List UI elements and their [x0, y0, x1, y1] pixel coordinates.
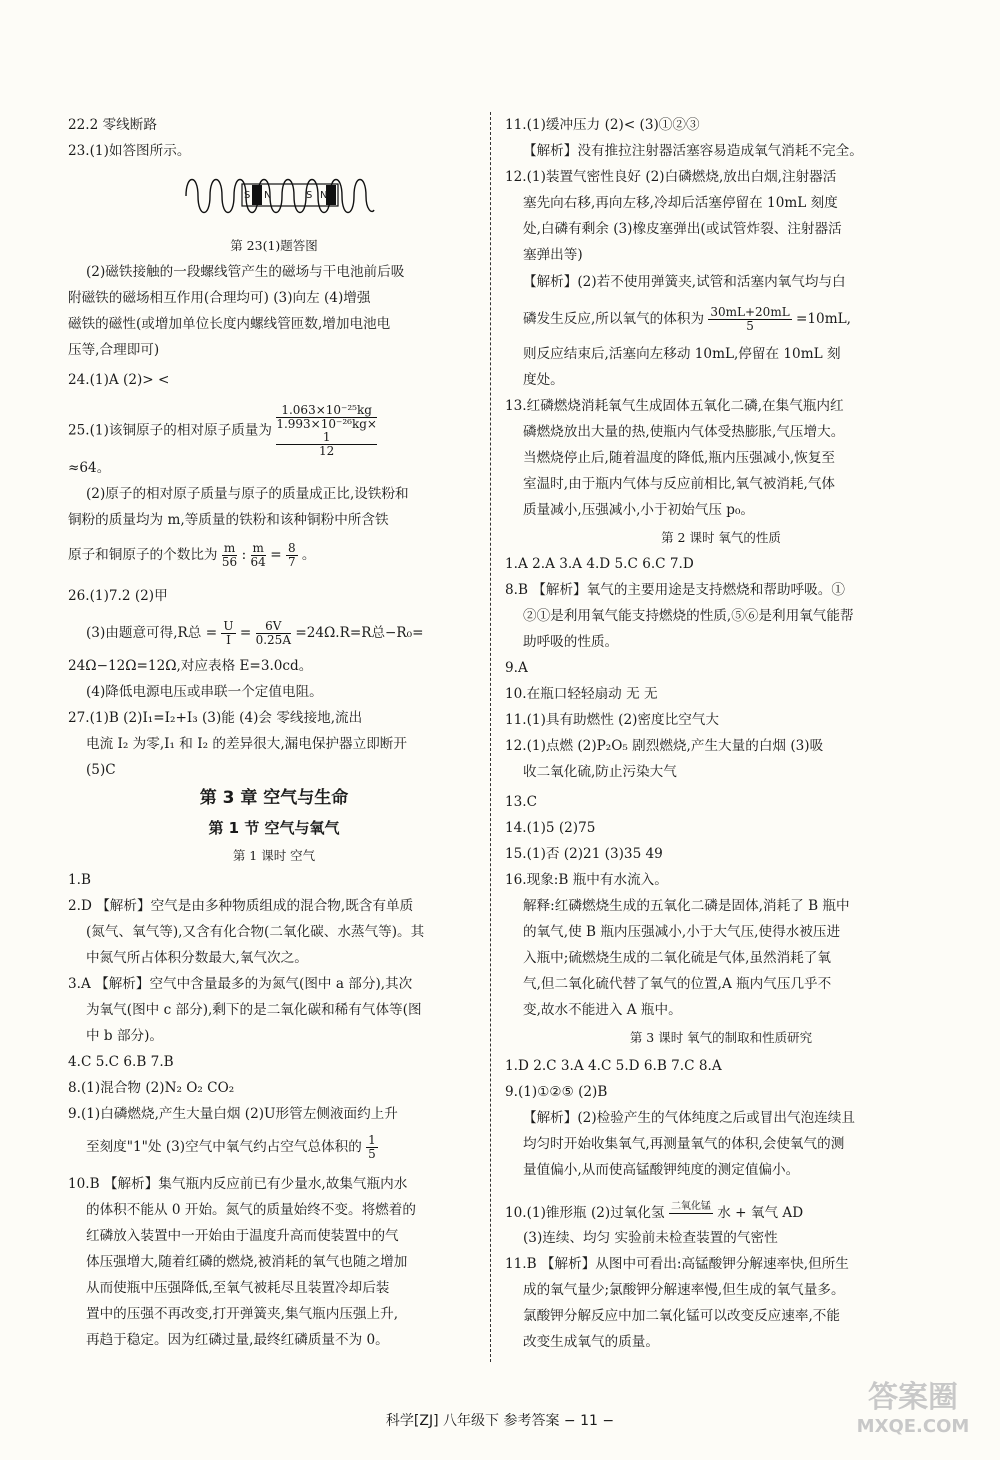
fig-label-n2: N — [320, 190, 328, 201]
r12-analysis-c: 则反应结束后,活塞向左移动 10mL,停留在 10mL 刻 — [523, 346, 841, 362]
p11: 11.(1)具有助燃性 (2)密度比空气大 — [505, 712, 719, 728]
s9: 9.(1)①②⑤ (2)B — [505, 1084, 608, 1100]
p13: 13.C — [505, 794, 538, 810]
answer-25-2a: (2)原子的相对原子质量与原子的质量成正比,设铁粉和 — [86, 486, 409, 502]
s10 — [505, 1200, 803, 1227]
answer-23-2d: 压等,合理即可) — [68, 342, 160, 358]
chapter-title: 第 3 章 空气与生命 — [199, 788, 349, 808]
s10-prefix: 10.(1)锥形瓶 (2)过氧化氢 — [505, 1205, 665, 1221]
q3b: 为氧气(图中 c 部分),剩下的是二氧化碳和稀有气体等(图 — [86, 1002, 422, 1018]
r12-den: 5 — [746, 319, 754, 333]
watermark-url: MXQE.COM — [856, 1416, 970, 1437]
r12-num: 30mL+20mL — [710, 305, 790, 319]
watermark-logo — [838, 1372, 988, 1452]
catalyst-arrow — [669, 1200, 713, 1227]
r12a: 12.(1)装置气密性良好 (2)白磷燃烧,放出白烟,注射器活 — [505, 169, 837, 185]
inner-frac-num: 1 — [276, 431, 377, 445]
q10f: 置中的压强不再改变,打开弹簧夹,集气瓶内压强上升, — [86, 1306, 399, 1322]
lesson-1-title: 第 1 课时 空气 — [232, 848, 316, 863]
ratio-1-num: m — [223, 541, 236, 555]
answer-25-prefix: 25.(1)该铜原子的相对原子质量为 — [68, 422, 272, 439]
ratio-frac-1 — [222, 542, 237, 569]
s10b: (3)连续、均匀 实验前未检查装置的气密性 — [523, 1230, 778, 1246]
period: 。 — [301, 547, 316, 563]
r12jb-text: 磷发生反应,所以氧气的体积为 — [523, 311, 705, 327]
fig-label-s1: S — [244, 190, 251, 201]
p12a: 12.(1)点燃 (2)P₂O₅ 剧烈燃烧,产生大量的白烟 (3)吸 — [505, 738, 824, 754]
p1-7: 1.A 2.A 3.A 4.D 5.C 6.C 7.D — [505, 556, 694, 572]
figure-caption: 第 23(1)题答图 — [230, 238, 318, 253]
p15: 15.(1)否 (2)21 (3)35 49 — [505, 846, 663, 862]
ratio-2-num: m — [252, 541, 264, 555]
a-den: 0.25A — [255, 633, 291, 647]
fig-label-n1: N — [264, 190, 272, 201]
r12-analysis-d: 度处。 — [523, 372, 564, 388]
q9-fraction — [366, 1134, 378, 1161]
ratio-equals: = — [270, 547, 282, 563]
r11-analysis: 【解析】没有推拉注射器活塞容易造成氧气消耗不完全。 — [523, 143, 863, 159]
watermark-text: 答案圈 — [868, 1380, 958, 1415]
p9: 9.A — [505, 660, 528, 676]
ui-num: U — [223, 619, 234, 633]
q9a: 9.(1)白磷燃烧,产生大量白烟 (2)U形管左侧液面约上升 — [68, 1106, 398, 1122]
answer-25-2c-prefix: 原子和铜原子的个数比为 — [68, 547, 218, 563]
ui-frac — [221, 620, 235, 647]
r11: 11.(1)缓冲压力 (2)< (3)①②③ — [505, 117, 700, 133]
p8b: ②①是利用氧气能支持燃烧的性质,⑤⑥是利用氧气能帮 — [523, 608, 854, 624]
s9-analysis-a: 【解析】(2)检验产生的气体纯度之后或冒出气泡连续且 — [523, 1110, 855, 1126]
answer-25-2c — [68, 542, 316, 569]
column-divider — [490, 112, 491, 1362]
q10e: 从而使瓶中压强降低,至氧气被耗尽且装置冷却后装 — [86, 1280, 390, 1296]
q10g: 再趋于稳定。因为红磷过量,最终红磷质量不为 0。 — [86, 1332, 389, 1348]
p8c: 助呼吸的性质。 — [523, 634, 619, 650]
answer-25-denominator — [276, 418, 377, 458]
ratio-2-den: 64 — [250, 555, 266, 569]
s11d: 改变生成氧气的质量。 — [523, 1334, 659, 1350]
q4-7: 4.C 5.C 6.B 7.B — [68, 1054, 174, 1070]
p16c: 入瓶中;硫燃烧生成的二氧化硫是气体,虽然消耗了氧 — [523, 950, 831, 966]
answer-26-3-suffix: =24Ω.R=R总−R₀= — [295, 625, 424, 641]
q2b: (氮气、氧气等),又含有化合物(二氧化碳、水蒸气等)。其 — [86, 924, 425, 940]
s11b: 成的氧气量少;氯酸钾分解速率慢,但生成的氧气量多。 — [523, 1282, 845, 1298]
p16e: 变,故水不能进入 A 瓶中。 — [523, 1002, 682, 1018]
answer-25-approx: ≈64。 — [68, 460, 111, 476]
answer-24: 24.(1)A (2)> < — [68, 372, 170, 388]
q9b — [86, 1134, 378, 1161]
answer-26-4: (4)降低电源电压或串联一个定值电阻。 — [86, 684, 323, 700]
v-num: 6V — [256, 620, 291, 634]
ratio-colon: : — [241, 547, 247, 563]
lesson-3-title: 第 3 课时 氧气的制取和性质研究 — [629, 1030, 813, 1045]
r13a: 13.红磷燃烧消耗氧气生成固体五氧化二磷,在集气瓶内红 — [505, 398, 844, 414]
arrow-blank — [669, 1214, 713, 1227]
q10a: 10.B 【解析】集气瓶内反应前已有少量水,故集气瓶内水 — [68, 1176, 408, 1192]
v-a-frac — [256, 620, 291, 647]
q9b-text: 至刻度"1"处 (3)空气中氧气约占空气总体积的 — [86, 1139, 362, 1155]
ratio-3-den: 7 — [287, 555, 296, 569]
r12jb-post: =10mL, — [796, 311, 851, 327]
equals: = — [239, 625, 252, 641]
inner-frac-den: 12 — [319, 444, 335, 458]
s10-suffix: 水 + 氧气 AD — [717, 1205, 804, 1221]
r12b: 塞先向右移,再向左移,冷却后活塞停留在 10mL 刻度 — [523, 195, 838, 211]
p16d: 气,但二氧化硫代替了氧气的位置,A 瓶内气压几乎不 — [523, 976, 832, 992]
lesson-2-title: 第 2 课时 氧气的性质 — [661, 530, 781, 545]
p10: 10.在瓶口轻轻扇动 无 无 — [505, 686, 658, 702]
answer-26-3-prefix: (3)由题意可得,R总 = — [86, 625, 218, 641]
fig-label-s2: S — [306, 190, 313, 201]
p8a: 8.B 【解析】氧气的主要用途是支持燃烧和帮助呼吸。① — [505, 582, 845, 598]
answer-23-2a: (2)磁铁接触的一段螺线管产生的磁场与干电池前后吸 — [86, 264, 405, 280]
page-footer: 科学[ZJ] 八年级下 参考答案 − 11 − — [385, 1413, 615, 1429]
s1-8: 1.D 2.C 3.A 4.C 5.D 6.B 7.C 8.A — [505, 1058, 722, 1074]
ui-den: I — [226, 633, 231, 647]
r13d: 室温时,由于瓶内气体与反应前相比,氧气被消耗,气体 — [523, 476, 836, 492]
ratio-frac-3 — [286, 542, 298, 569]
p16b: 的氧气,使 B 瓶内压强减小,小于大气压,使得水被压进 — [523, 924, 841, 940]
q10d: 体压强增大,随着红磷的燃烧,被消耗的氧气也随之增加 — [86, 1254, 408, 1270]
p16: 16.现象:B 瓶中有水流入。 — [505, 872, 668, 888]
answer-25-inner-fraction — [276, 431, 377, 458]
answer-23-2b: 附磁铁的磁场相互作用(合理均可) (3)向左 (4)增强 — [68, 290, 371, 306]
answer-25-2b: 铜粉的质量均为 m,等质量的铁粉和该种铜粉中所含铁 — [68, 512, 389, 528]
s11a: 11.B 【解析】从图中可看出:高锰酸钾分解速率快,但所生 — [505, 1256, 849, 1272]
q8: 8.(1)混合物 (2)N₂ O₂ CO₂ — [68, 1080, 235, 1096]
solenoid-figure — [180, 170, 380, 222]
answer-25-den-text: 1.993×10⁻²⁶kg× — [276, 417, 377, 431]
r12c: 处,白磷有剩余 (3)橡皮塞弹出(或试管炸裂、注射器活 — [523, 221, 842, 237]
ratio-3-num: 8 — [287, 541, 296, 555]
r13e: 质量减小,压强减小,小于初始气压 p₀。 — [523, 502, 755, 518]
s9-analysis-c: 量值偏小,从而使高锰酸钾纯度的测定值偏小。 — [523, 1162, 800, 1178]
p14: 14.(1)5 (2)75 — [505, 820, 596, 836]
ratio-1-den: 56 — [221, 555, 238, 569]
q2a: 2.D 【解析】空气是由多种物质组成的混合物,既含有单质 — [68, 898, 414, 914]
answer-23-2c: 磁铁的磁性(或增加单位长度内螺线管匝数,增加电池电 — [68, 316, 391, 332]
q10b: 的体积不能从 0 开始。氮气的质量始终不变。将燃着的 — [86, 1202, 416, 1218]
q3a: 3.A 【解析】空气中含量最多的为氮气(图中 a 部分),其次 — [68, 976, 413, 992]
catalyst-label: 二氧化锰 — [670, 1201, 711, 1212]
q2c: 中氮气所占体积分数最大,氧气次之。 — [86, 950, 308, 966]
q1: 1.B — [68, 872, 91, 888]
answer-26-3 — [86, 620, 424, 647]
section-title: 第 1 节 空气与氧气 — [208, 819, 340, 837]
answer-25-numerator: 1.063×10⁻²⁵kg — [276, 404, 377, 418]
answer-22: 22.2 零线断路 — [68, 117, 157, 133]
r12-analysis-a: 【解析】(2)若不使用弹簧夹,试管和活塞内氧气均与白 — [523, 274, 846, 290]
p12b: 收二氧化硫,防止污染大气 — [523, 764, 677, 780]
r13b: 磷燃烧放出大量的热,使瓶内气体受热膨胀,气压增大。 — [523, 424, 845, 440]
answer-27a: 27.(1)B (2)I₁=I₂+I₃ (3)能 (4)会 零线接地,流出 — [68, 710, 363, 726]
s9-analysis-b: 均匀时开始收集氧气,再测量氧气的体积,会使氧气的测 — [523, 1136, 845, 1152]
r12-fraction — [708, 306, 791, 333]
p16a: 解释:红磷燃烧生成的五氧化二磷是固体,消耗了 B 瓶中 — [523, 898, 850, 914]
answer-25-fraction — [276, 404, 377, 458]
answer-26: 26.(1)7.2 (2)甲 — [68, 588, 168, 604]
answer-26-3b: 24Ω−12Ω=12Ω,对应表格 E=3.0cd。 — [68, 658, 313, 674]
answer-27c: (5)C — [86, 762, 116, 778]
r13c: 当燃烧停止后,随着温度的降低,瓶内压强减小,恢复至 — [523, 450, 836, 466]
q9-num: 1 — [368, 1133, 376, 1147]
r12d: 塞弹出等) — [523, 247, 583, 263]
answer-23: 23.(1)如答图所示。 — [68, 143, 191, 159]
answer-25-line — [68, 404, 377, 458]
answer-27b: 电流 I₂ 为零,I₁ 和 I₂ 的差异很大,漏电保护器立即断开 — [86, 736, 407, 752]
r12-analysis-b — [523, 306, 851, 333]
q3c: 中 b 部分)。 — [86, 1028, 164, 1044]
s11c: 氯酸钾分解反应中加二氧化锰可以改变反应速率,不能 — [523, 1308, 840, 1324]
q10c: 红磷放入装置中一开始由于温度升高而使装置中的气 — [86, 1228, 399, 1244]
q9-den: 5 — [368, 1147, 376, 1161]
ratio-frac-2 — [251, 542, 266, 569]
